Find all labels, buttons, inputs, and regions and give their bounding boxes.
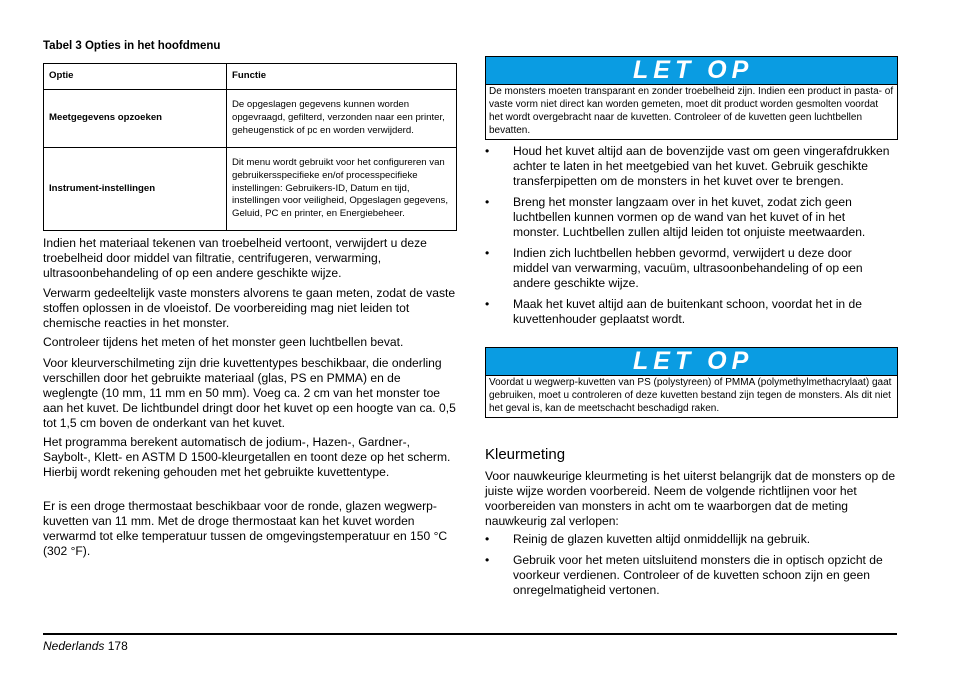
table-cell-option: Meetgegevens opzoeken — [44, 90, 227, 148]
column-header-option: Optie — [44, 64, 227, 90]
paragraph: Het programma berekent automatisch de jodium-, Hazen-, Gardner-, Saybolt-, Klett- en ASTM D 1500-kleurgetallen en toont deze op het scherm. Hierbij wordt rekening gehouden met het gebruikte kuvettentype. — [43, 435, 451, 479]
list-item — [485, 144, 890, 189]
list-item-text: Breng het monster langzaam over in het kuvet, zodat zich geen luchtbellen kunnen vormen op de wand van het kuvet of in het monster. Luchtbellen zullen altijd leiden tot onjuiste meetwaarden. — [513, 195, 866, 239]
table-cell-option: Instrument-instellingen — [44, 148, 227, 231]
paragraph: Controleer tijdens het meten of het monster geen luchtbellen bevat. — [43, 335, 404, 349]
list-item-text: Indien zich luchtbellen hebben gevormd, verwijdert u deze door middel van verwarming, vacuüm, ultrasoonbehandeling of op een andere geschikte wijze. — [513, 246, 863, 290]
table-row — [44, 90, 457, 148]
table-header-row — [44, 64, 457, 90]
list-item-text: Gebruik voor het meten uitsluitend monsters die in optisch opzicht de voorkeur verdienen. Controleer of de kuvetten schoon zijn en geen onregelmatigheid vertonen. — [513, 553, 883, 597]
column-header-function: Functie — [227, 64, 457, 90]
bullet-mark: • — [485, 532, 490, 546]
notice-box — [485, 56, 898, 140]
list-item — [485, 195, 890, 240]
bullet-list — [485, 144, 890, 327]
bullet-mark: • — [485, 195, 490, 209]
table-cell-function: Dit menu wordt gebruikt voor het configureren van gebruikersspecifieke en/of processpecifieke instellingen: Gebruikers-ID, Datum en tijd, instellingen voor veiligheid, Opgeslagen gegevens, Geluid, PC en printer, en Energiebeheer. — [227, 148, 457, 231]
list-item — [485, 532, 890, 547]
bullet-mark: • — [485, 297, 490, 311]
bullet-mark: • — [485, 144, 490, 158]
page-number: 178 — [107, 639, 128, 653]
notice-text: Voordat u wegwerp-kuvetten van PS (polystyreen) of PMMA (polymethylmethacrylaat) gaat gebruiken, moet u controleren of deze kuvetten bestand zijn tegen de monsters. Als dit niet het geval is, kan de meetschacht beschadigd raken. — [489, 377, 892, 414]
paragraph: Indien het materiaal tekenen van troebelheid vertoont, verwijdert u deze troebelheid door middel van filtratie, centrifugeren, verwarming, ultrasoonbehandeling of op een andere geschikte wijze. — [43, 236, 427, 280]
table-row — [44, 148, 457, 231]
footer-divider — [43, 633, 897, 635]
notice-header — [486, 57, 897, 85]
list-item-text: Reinig de glazen kuvetten altijd onmiddellijk na gebruik. — [513, 532, 811, 546]
list-item-text: Maak het kuvet altijd aan de buitenkant schoon, voordat het in de kuvettenhouder geplaatst wordt. — [513, 297, 862, 326]
section-heading: Kleurmeting — [485, 446, 566, 463]
paragraph: Voor nauwkeurige kleurmeting is het uiterst belangrijk dat de monsters op de juiste wijze worden voorbereid. Neem de volgende richtlijnen voor het voorbereiden van monsters in acht om te waarborgen dat de meting nauwkeurig zal verlopen: — [485, 469, 896, 528]
table-caption: Tabel 3 Opties in het hoofdmenu — [43, 40, 221, 52]
paragraph: Voor kleurverschilmeting zijn drie kuvettentypes beschikbaar, die onderling verschillen door het gebruikte materiaal (glas, PS en PMMA) en de weglengte (10 mm, 11 mm en 50 mm). Voeg ca. 2 cm van het monster toe aan het kuvet. De lichtbundel dringt door het kuvet op een hoogte van ca. 0,5 tot 1,5 cm boven de onderkant van het kuvet. — [43, 356, 456, 430]
list-item — [485, 297, 890, 327]
list-item-text: Houd het kuvet altijd aan de bovenzijde vast om geen vingerafdrukken achter te laten in het meetgebied van het kuvet. Gebruik geschikte transferpipetten om de monsters in het kuvet over te brengen. — [513, 144, 890, 188]
table-cell-function: De opgeslagen gegevens kunnen worden opgevraagd, gefilterd, verzonden naar een printer, geheugenstick of pc en worden verwijderd. — [227, 90, 457, 148]
paragraph: Verwarm gedeeltelijk vaste monsters alvorens te gaan meten, zodat de vaste stoffen oplossen in de vloeistof. De voorbereiding mag niet leiden tot chemische reacties in het monster. — [43, 286, 456, 330]
notice-title: LET OP — [633, 56, 754, 84]
list-item — [485, 553, 890, 598]
options-table — [43, 63, 457, 231]
bullet-mark: • — [485, 553, 490, 567]
paragraph: Er is een droge thermostaat beschikbaar voor de ronde, glazen wegwerp-kuvetten van 11 mm. Met de droge thermostaat kan het kuvet worden verwarmd tot elke temperatuur tussen de omgevingstemperatuur en 150 °C (302 °F). — [43, 499, 448, 558]
page-footer — [43, 639, 128, 653]
footer-language: Nederlands — [43, 639, 105, 653]
bullet-list — [485, 532, 890, 598]
notice-header — [486, 348, 897, 376]
bullet-mark: • — [485, 246, 490, 260]
notice-text: De monsters moeten transparant en zonder troebelheid zijn. Indien een product in pasta- of vaste vorm niet direct kan worden gemeten, moet dit product worden gesmolten voordat het wordt overgebracht naar de kuvetten. Controleer of de kuvetten geen luchtbellen bevatten. — [489, 86, 894, 136]
list-item — [485, 246, 890, 291]
notice-box — [485, 347, 898, 418]
notice-title: LET OP — [633, 347, 754, 375]
